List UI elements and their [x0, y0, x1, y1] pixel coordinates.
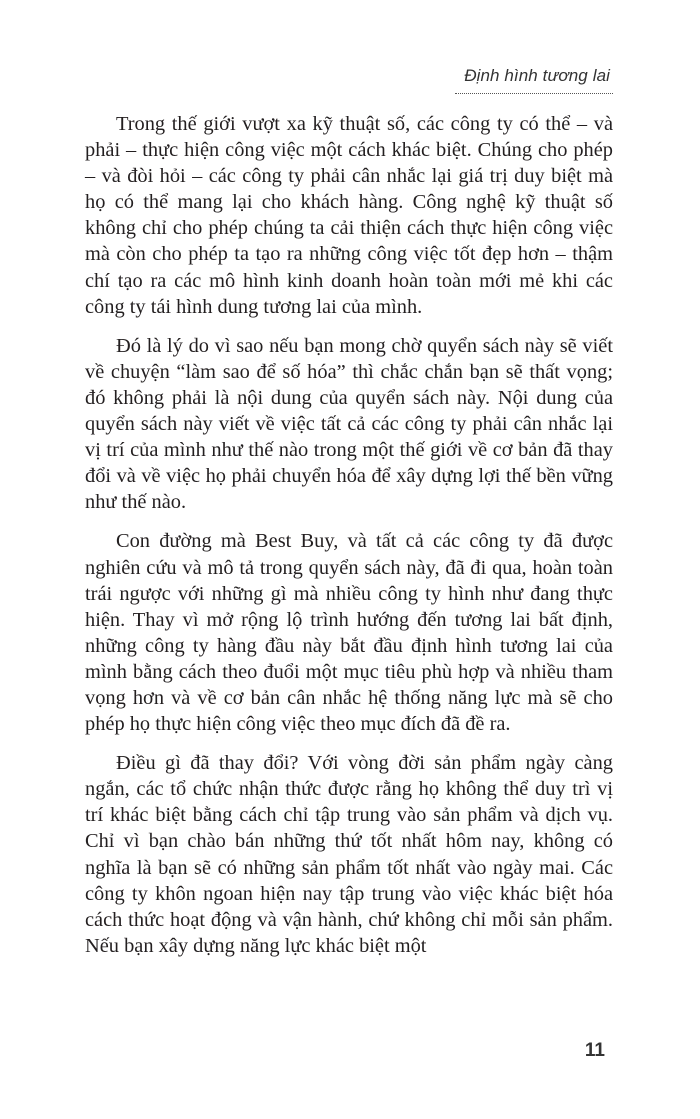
paragraph: Điều gì đã thay đổi? Với vòng đời sản phẩm ngày càng ngắn, các tổ chức nhận thức được rằng họ không thể duy trì vị trí khác biệt bằng cách chỉ tập trung vào sản phẩm và dịch vụ. Chỉ vì bạn chào bán những thứ tốt nhất hôm nay, không có nghĩa là bạn sẽ có những sản phẩm tốt nhất vào ngày mai. Các công ty khôn ngoan hiện nay tập trung vào việc khác biệt hóa cách thức hoạt động và vận hành, chứ không chỉ mỗi sản phẩm. Nếu bạn xây dựng năng lực khác biệt một — [85, 752, 613, 957]
header-dotted-rule — [455, 93, 613, 94]
paragraph: Trong thế giới vượt xa kỹ thuật số, các công ty có thể – và phải – thực hiện công việc một cách khác biệt. Chúng cho phép – và đòi hỏi – các công ty phải cân nhắc lại giá trị duy biệt mà họ có thể mang lại cho khách hàng. Công nghệ kỹ thuật số không chỉ cho phép chúng ta cải thiện cách thực hiện công việc mà còn cho phép ta tạo ra những công việc tốt đẹp hơn – thậm chí tạo ra các mô hình kinh doanh hoàn toàn mới mẻ khi các công ty tái hình dung tương lai của mình. — [85, 113, 613, 318]
body-text — [85, 111, 613, 972]
page-number: 11 — [584, 1040, 605, 1061]
running-header-title: Định hình tương lai — [464, 66, 610, 85]
paragraph: Đó là lý do vì sao nếu bạn mong chờ quyển sách này sẽ viết về chuyện “làm sao để số hóa” thì chắc chắn bạn sẽ thất vọng; đó không phải là nội dung của quyển sách này. Nội dung của quyển sách này viết về việc tất cả các công ty phải cân nhắc lại vị trí của mình như thế nào trong một thế giới về cơ bản đã thay đổi và về việc họ phải chuyển hóa để xây dựng lợi thế bền vững như thế nào. — [85, 334, 613, 514]
paragraph: Con đường mà Best Buy, và tất cả các công ty đã được nghiên cứu và mô tả trong quyển sách này, đã đi qua, hoàn toàn trái ngược với những gì mà nhiều công ty hình như đang thực hiện. Thay vì mở rộng lộ trình hướng đến tương lai bất định, những công ty hàng đầu này bắt đầu định hình tương lai của mình bằng cách theo đuổi một mục tiêu phù hợp và nhiều tham vọng hơn và về cơ bản cân nhắc hệ thống năng lực mà sẽ cho phép họ thực hiện công việc theo mục đích đã đề ra. — [85, 530, 613, 736]
